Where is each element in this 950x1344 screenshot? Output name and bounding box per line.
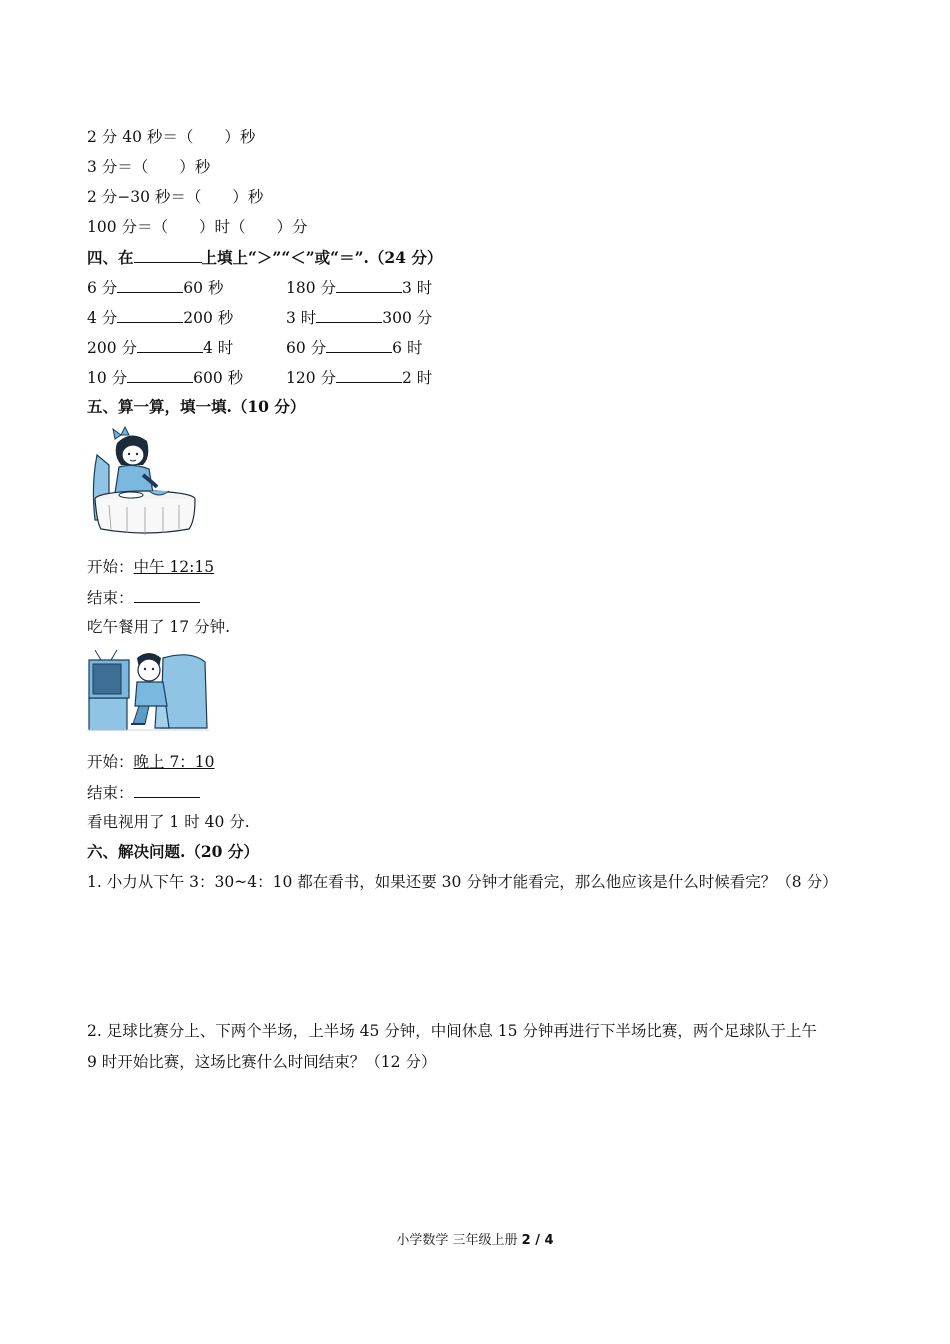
compare-row-3-left: 200 分 4 时 — [87, 339, 234, 357]
compare-row-1-left: 6 分 60 秒 — [87, 279, 224, 297]
page-total: / 4 — [530, 1233, 554, 1248]
compare-row-1-right: 180 分 3 时 — [286, 279, 433, 297]
tv-end-line: 结束： — [87, 782, 200, 803]
section5-title: 五、算一算，填一填.（10 分） — [87, 397, 306, 416]
lunch-duration: 吃午餐用了 17 分钟. — [87, 618, 231, 636]
compare-row-4-left: 10 分 600 秒 — [87, 369, 244, 387]
tv-duration: 看电视用了 1 时 40 分. — [87, 813, 250, 831]
page-footer: 小学数学 三年级上册 2 / 4 — [396, 1233, 554, 1248]
compare-row-4-right: 120 分 2 时 — [286, 369, 433, 387]
boy-watching-tv-illustration — [87, 648, 209, 732]
compare-row-2-right: 3 时 300 分 — [286, 309, 433, 327]
lunch-start-line: 开始：中午 12:15 — [87, 558, 215, 576]
conversion-line-3: 2 分−30 秒＝（ ）秒 — [87, 188, 264, 206]
section4-title: 四、在 上填上“＞”“＜”或“＝”.（24 分） — [87, 248, 443, 267]
compare-row-3-right: 60 分 6 时 — [286, 339, 423, 357]
conversion-line-2: 3 分＝（ ）秒 — [87, 158, 211, 176]
girl-eating-lunch-illustration — [87, 425, 199, 543]
conversion-line-1: 2 分 40 秒＝（ ）秒 — [87, 128, 256, 146]
question-1: 1. 小力从下午 3：30~4：10 都在看书，如果还要 30 分钟才能看完，那么他应该是什么时候看完？（8 分） — [87, 873, 838, 891]
question-2-line-2: 9 时开始比赛，这场比赛什么时间结束？（12 分） — [87, 1053, 437, 1071]
page-number: 2 — [521, 1233, 531, 1248]
question-2-line-1: 2. 足球比赛分上、下两个半场，上半场 45 分钟，中间休息 15 分钟再进行下半场比赛，两个足球队于上午 — [87, 1022, 817, 1040]
conversion-line-4: 100 分＝（ ）时（ ）分 — [87, 218, 308, 236]
lunch-end-line: 结束： — [87, 587, 200, 608]
section6-title: 六、解决问题.（20 分） — [87, 842, 259, 861]
tv-start-line: 开始：晚上 7：10 — [87, 753, 215, 771]
compare-row-2-left: 4 分 200 秒 — [87, 309, 234, 327]
